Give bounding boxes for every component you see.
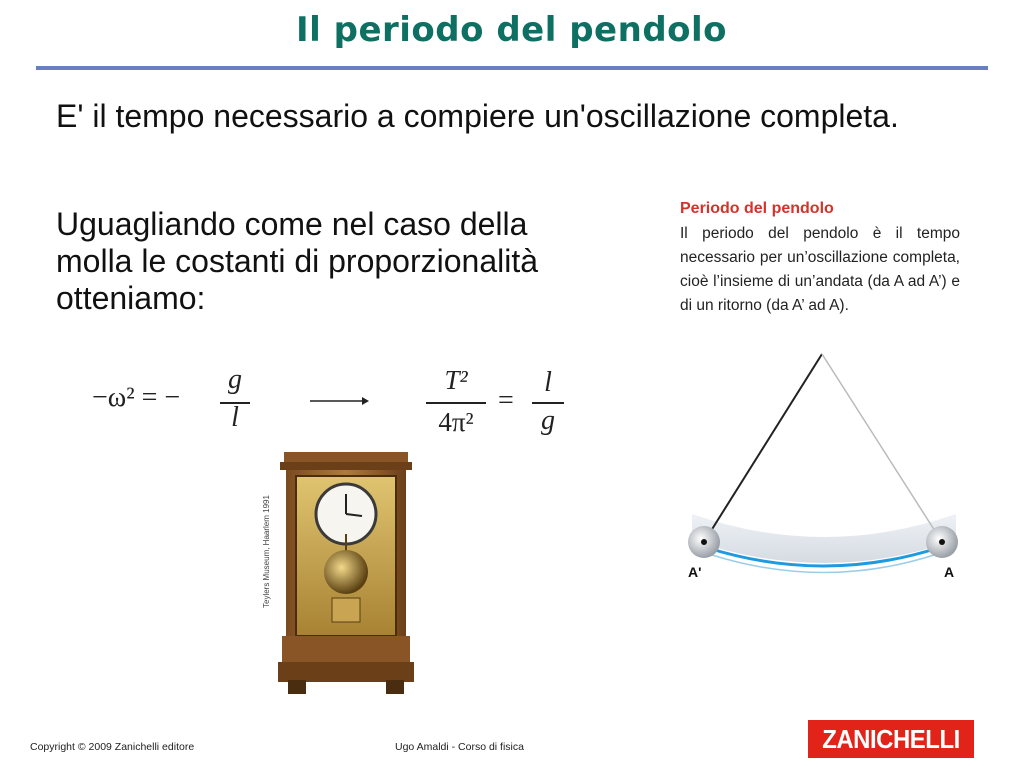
formula-omega-denominator: l: [231, 402, 239, 433]
formula-period: [426, 365, 576, 445]
formula-period-numerator: T²: [444, 365, 468, 395]
footer-copyright: Copyright © 2009 Zanichelli editore: [30, 741, 195, 753]
formula-period-lhs-fraction: [426, 365, 486, 445]
pendulum-diagram: [672, 350, 978, 586]
formula-period-denominator: 4π²: [438, 407, 474, 437]
slide-title: Il periodo del pendolo: [295, 10, 728, 50]
caption-text: Il periodo del pendolo è il tempo necessario per un’oscillazione completa, cioè l’insieme di un’andata (da A ad A’) e di un ritorno (da A’ ad A).: [680, 225, 960, 314]
zanichelli-logo: [808, 720, 974, 758]
pendulum-clock-image: [276, 446, 416, 698]
formula-period-rhs-denominator: g: [541, 405, 555, 436]
caption-title: Periodo del pendolo: [680, 200, 834, 217]
derivation-text: Uguagliando come nel caso della molla le costanti di proporzionalità otteniamo:: [56, 206, 539, 316]
formula-period-rhs-fraction: [532, 365, 564, 445]
formula-period-rhs-numerator: l: [544, 367, 552, 398]
definition-text: E' il tempo necessario a compiere un'oscillazione completa.: [56, 98, 899, 134]
footer-course: Ugo Amaldi - Corso di fisica: [395, 741, 524, 753]
point-a-prime-label: A': [688, 564, 702, 580]
formula-omega-lhs: −ω² = −: [92, 382, 181, 413]
formula-period-equals: =: [498, 385, 514, 416]
formula-omega-numerator: g: [228, 364, 242, 395]
pendulum-caption: [680, 200, 960, 318]
formula-omega: [92, 364, 272, 438]
point-a-label: A: [944, 564, 955, 580]
arrow-icon: [308, 394, 370, 408]
logo-text: ZANICHELLI: [822, 724, 960, 754]
formula-omega-fraction: [220, 364, 250, 438]
title-divider: [36, 66, 988, 70]
image-credit: Teylers Museum, Haarlem 1991: [262, 495, 271, 608]
